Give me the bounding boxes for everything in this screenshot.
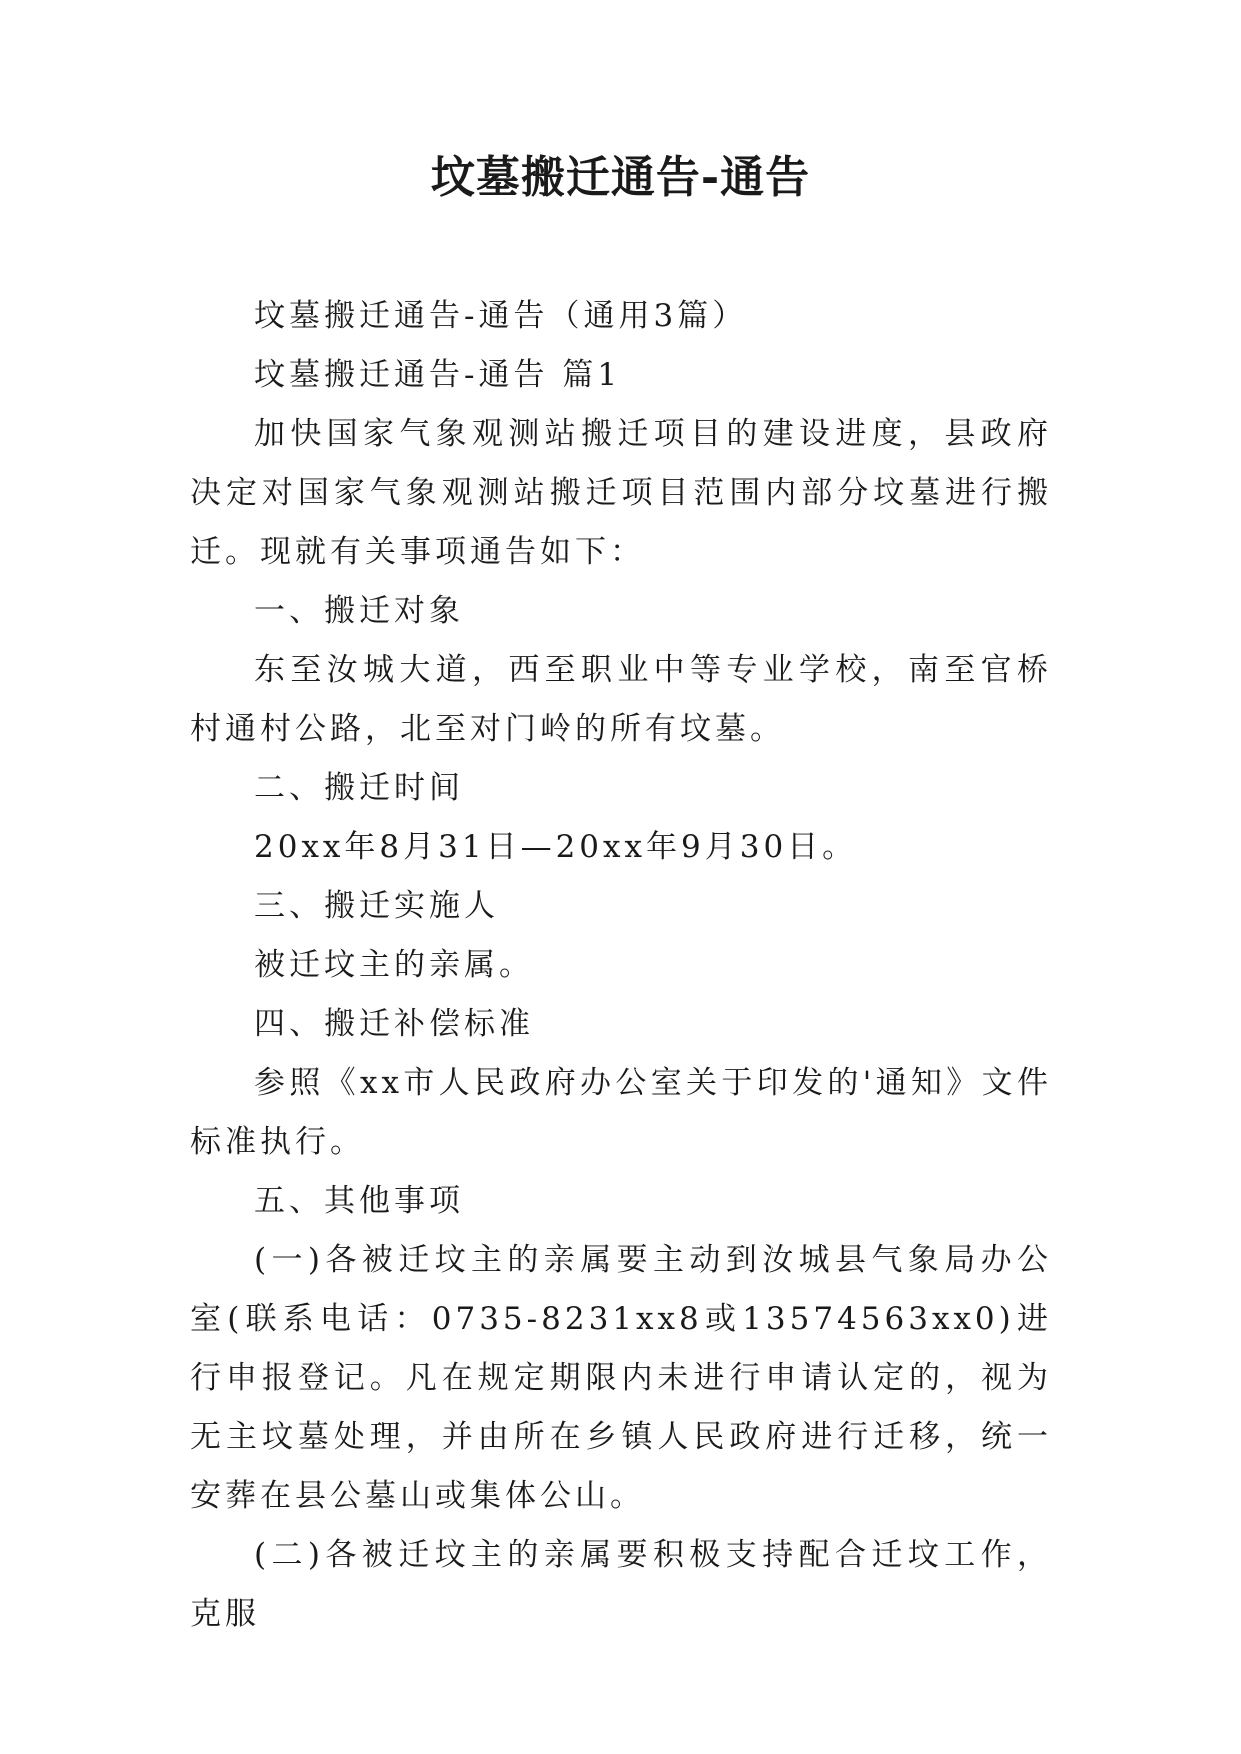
section-heading: 四、搬迁补偿标准 (254, 1006, 534, 1042)
body-paragraph: 加快国家气象观测站搬迁项目的建设进度，县政府决定对国家气象观测站搬迁项目范围内部分坟墓进行搬迁。现就有关事项通告如下： (190, 416, 1052, 570)
document-body (190, 287, 1052, 1644)
body-paragraph: 参照《xx市人民政府办公室关于印发的'通知》文件标准执行。 (190, 1065, 1052, 1160)
body-paragraph: 20xx年8月31日—20xx年9月30日。 (254, 829, 858, 865)
body-paragraph: (一)各被迁坟主的亲属要主动到汝城县气象局办公室(联系电话：0735-8231xx8或13574563xx0)进行申报登记。凡在规定期限内未进行申请认定的，视为无主坟墓处理，并由所在乡镇人民政府进行迁移，统一安葬在县公墓山或集体公山。 (190, 1242, 1052, 1514)
page-title: 坟墓搬迁通告-通告 (430, 152, 811, 203)
subtitle-line: 坟墓搬迁通告-通告（通用3篇） (254, 298, 748, 334)
section-heading: 坟墓搬迁通告-通告 篇1 (254, 357, 622, 393)
body-paragraph: 被迁坟主的亲属。 (254, 947, 534, 983)
section-heading: 五、其他事项 (254, 1183, 464, 1219)
body-paragraph: (二)各被迁坟主的亲属要积极支持配合迁坟工作，克服 (190, 1537, 1052, 1632)
body-paragraph: 东至汝城大道，西至职业中等专业学校，南至官桥村通村公路，北至对门岭的所有坟墓。 (190, 652, 1052, 747)
section-heading: 一、搬迁对象 (254, 593, 464, 629)
section-heading: 二、搬迁时间 (254, 770, 464, 806)
section-heading: 三、搬迁实施人 (254, 888, 499, 924)
